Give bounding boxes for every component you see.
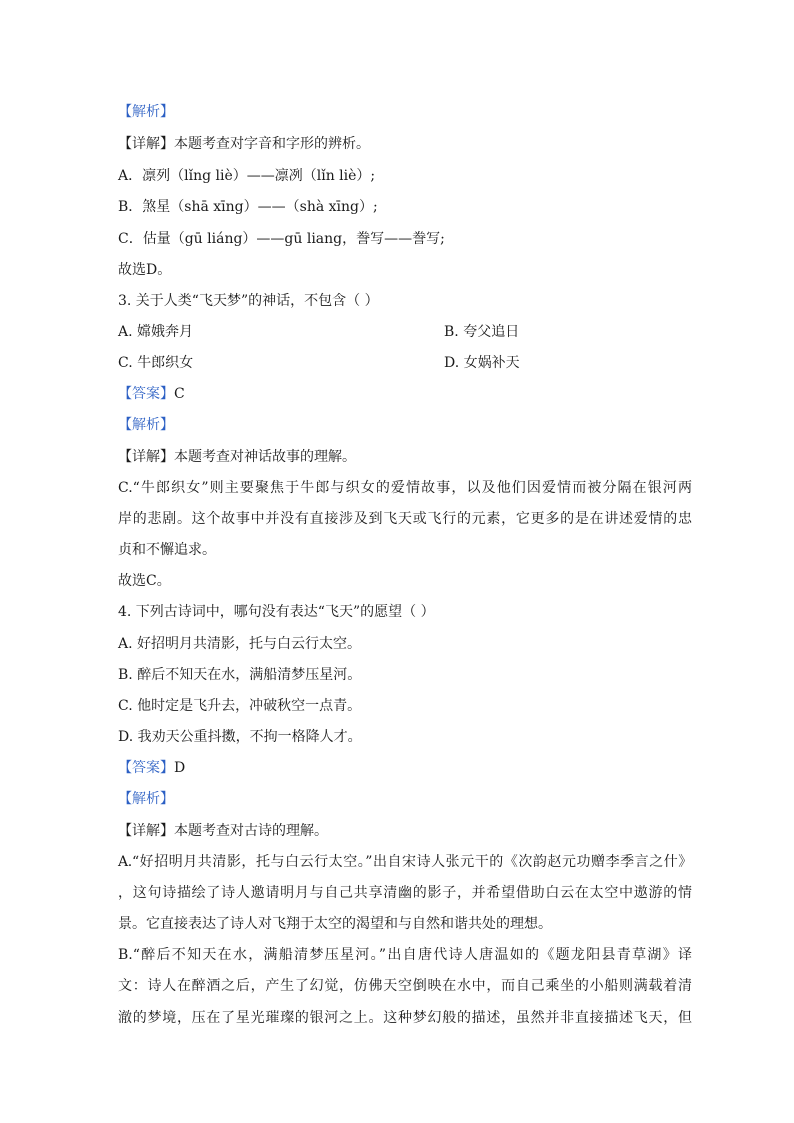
q4-stem: 4. 下列古诗词中，哪句没有表达“飞天”的愿望（ ） — [118, 604, 435, 620]
q4-detail-text: 本题考查对古诗的理解。 — [174, 823, 328, 839]
q3-option-d: D. 女娲补天 — [444, 355, 520, 371]
q3-conclusion: 故选C。 — [118, 573, 171, 589]
q4-analysis-heading — [118, 789, 174, 809]
q3-option-c: C. 牛郎织女 — [118, 355, 194, 371]
q2-detail-tag: 【详解】 — [118, 136, 174, 152]
q3-answer-tag: 【答案】 — [118, 386, 174, 402]
q2-detail-text: 本题考查对字音和字形的辨析。 — [174, 136, 370, 152]
q3-paragraph-line-3: 贞和不懈追求。 — [118, 542, 216, 558]
q3-answer: C — [174, 386, 185, 402]
q4-option-a: A. 好招明月共清影，托与白云行太空。 — [118, 636, 362, 652]
q3-detail-text: 本题考查对神话故事的理解。 — [174, 449, 356, 465]
q4-answer-tag: 【答案】 — [118, 760, 174, 776]
q3-option-b: B. 夸父追日 — [444, 324, 520, 340]
q4-analysis-b-line-2: 文：诗人在醉酒之后，产生了幻觉，仿佛天空倒映在水中，而自己乘坐的小船则满载着清 — [118, 978, 692, 994]
q4-option-b: B. 醉后不知天在水，满船清梦压星河。 — [118, 667, 362, 683]
q2-analysis-heading — [118, 102, 174, 122]
q4-analysis-b-line-1: B.“醉后不知天在水，满船清梦压星河。”出自唐代诗人唐温如的《题龙阳县青草湖》译 — [118, 947, 692, 963]
q3-analysis-tag: 【解析】 — [118, 417, 174, 433]
q4-analysis-a-line-2: ，这句诗描绘了诗人邀请明月与自己共享清幽的影子，并希望借助白云在太空中遨游的情 — [118, 885, 692, 901]
q4-option-c: C. 他时定是飞升去，冲破秋空一点青。 — [118, 698, 362, 714]
q2-conclusion: 故选D。 — [118, 262, 172, 278]
q2-analysis-tag: 【解析】 — [118, 104, 174, 120]
q4-detail-line — [118, 821, 328, 841]
q3-paragraph-line-2: 岸的悲剧。这个故事中并没有直接涉及到飞天或飞行的元素，它更多的是在讲述爱情的忠 — [118, 511, 692, 527]
q2-analysis-b: B．煞星（shā xīng）——（shà xīng）; — [118, 199, 378, 215]
q3-answer-line — [118, 384, 185, 404]
q4-answer: D — [174, 760, 186, 776]
q4-detail-tag: 【详解】 — [118, 823, 174, 839]
q3-detail-line — [118, 447, 356, 467]
q3-analysis-heading — [118, 415, 174, 435]
q3-stem: 3. 关于人类“飞天梦”的神话，不包含（ ） — [118, 293, 379, 309]
q4-answer-line — [118, 758, 185, 778]
q3-detail-tag: 【详解】 — [118, 449, 174, 465]
q4-analysis-a-line-3: 景。它直接表达了诗人对飞翔于太空的渴望和与自然和谐共处的理想。 — [118, 916, 552, 932]
q2-analysis-c: C．估量（gū liáng）——gū liang，誊写——誊写; — [118, 231, 445, 247]
q4-option-d: D. 我劝天公重抖擞，不拘一格降人才。 — [118, 729, 362, 745]
q2-analysis-a: A．凛列（lǐng liè）——凛冽（lǐn liè）; — [118, 168, 376, 184]
q3-paragraph-line-1: C.“牛郎织女”则主要聚焦于牛郎与织女的爱情故事，以及他们因爱情而被分隔在银河两 — [118, 480, 692, 496]
q4-analysis-b-line-3: 澈的梦境，压在了星光璀璨的银河之上。这种梦幻般的描述，虽然并非直接描述飞天，但 — [118, 1010, 692, 1026]
q4-analysis-a-line-1: A.“好招明月共清影，托与白云行太空。”出自宋诗人张元干的《次韵赵元功赠李季言之什》 — [118, 854, 692, 870]
q4-analysis-tag: 【解析】 — [118, 791, 174, 807]
q3-option-a: A. 嫦娥奔月 — [118, 324, 194, 340]
q2-detail-line — [118, 134, 370, 154]
